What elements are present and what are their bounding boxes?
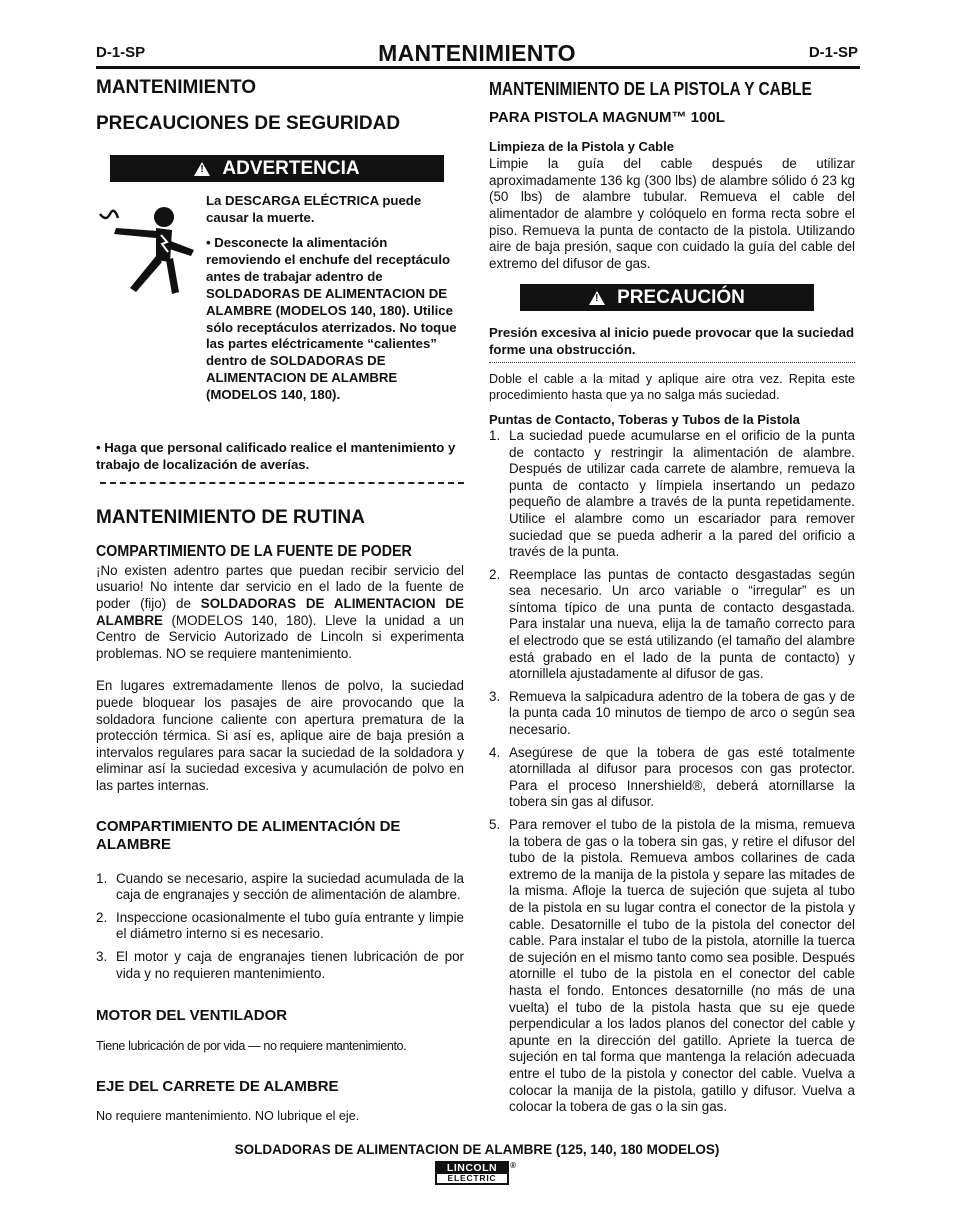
right-column (489, 78, 855, 1116)
warning-triangle-icon: ! (589, 291, 605, 305)
dashed-divider (100, 482, 464, 484)
heading-feed-compartment: COMPARTIMIENTO DE ALIMENTACIÓN DE ALAMBRE (96, 817, 401, 853)
dotted-divider (489, 362, 855, 363)
list-item: 2. Inspeccione ocasionalmente el tubo guía entrante y limpie el diámetro interno si es necesario. (96, 909, 464, 942)
electric-shock-icon (96, 200, 196, 300)
shock-warning-block (96, 192, 464, 440)
list-item: 3. El motor y caja de engranajes tienen lubricación de por vida y no requieren mantenimiento. (96, 948, 464, 981)
heading-magnum: PARA PISTOLA MAGNUM™ 100L (489, 109, 725, 126)
power-paragraph-2: En lugares extremadamente llenos de polvo, la suciedad puede bloquear los pasajes de aire provocando que la soldadora funcione caliente con apertura prematura de la protección térmica. Si así es, aplique aire de baja presión a intervalos regulares para sacar la suciedad de la soldadora y eliminar así la suciedad excesiva y acumulación de polvo en las partes internas. (96, 678, 464, 793)
tips-title: Puntas de Contacto, Toberas y Tubos de la Pistola (489, 411, 800, 427)
page-code-right: D-1-SP (808, 44, 858, 61)
repeat-text: Doble el cable a la mitad y aplique aire otra vez. Repita este procedimiento hasta que ya no salga más suciedad. (489, 372, 855, 403)
lincoln-electric-logo: LINCOLN ELECTRIC ® (435, 1161, 509, 1185)
list-item: 2. Reemplace las puntas de contacto desgastadas según sea necesario. Un arco variable o “irregular” es un síntoma típico de una punta de contacto desgastada. Para instalar una nueva, elija la de tamaño correcto para el electrodo que se está utilizando (el tamaño del alambre está grabado en el lado de la punta de contacto) y atornillela ajustadamente al difusor de gas. (489, 566, 855, 682)
shock-title: La DESCARGA ELÉCTRICA puede causar la muerte. (206, 193, 422, 225)
heading-routine: MANTENIMIENTO DE RUTINA (96, 506, 365, 528)
cleaning-text: Limpie la guía del cable después de utilizar aproximadamente 136 kg (300 lbs) de alambre sólido ó 23 kg (50 lbs) de alambre tubular. Remueva el cable del alimentador de alambre y colóquelo en forma recta sobre el piso. Remueva la punta de contacto de la pistola. Utilizando aire de baja presión, saque con cuidado la guía del cable del extremo del difusor de gas. (489, 156, 855, 271)
caution-banner: ! PRECAUCIÓN (520, 284, 814, 311)
heading-maintenance: MANTENIMIENTO (96, 77, 257, 98)
warning-triangle-icon: ! (194, 162, 210, 176)
heading-gun-cable: MANTENIMIENTO DE LA PISTOLA Y CABLE (489, 79, 812, 99)
list-item: 3. Remueva la salpicadura adentro de la tobera de gas y de la punta cada 10 minutos de tiempo de arco o según sea necesario. (489, 688, 855, 738)
caution-text: Presión excesiva al inicio puede provocar que la suciedad forme una obstrucción. (489, 325, 855, 357)
feed-list (96, 871, 464, 983)
spool-text: No requiere mantenimiento. NO lubrique el eje. (96, 1109, 360, 1124)
heading-safety: PRECAUCIONES DE SEGURIDAD (96, 113, 401, 134)
tips-list (489, 428, 855, 1116)
heading-fan-motor: MOTOR DEL VENTILADOR (96, 1007, 288, 1025)
heading-spool-shaft: EJE DEL CARRETE DE ALAMBRE (96, 1078, 339, 1096)
warning-banner: ! ADVERTENCIA (110, 155, 444, 182)
header-rule (96, 66, 860, 69)
list-item: 1. La suciedad puede acumularse en el orificio de la punta de contacto y restringir la alimentación de alambre. Después de utilizar cada carrete de alambre, remueva la punta de contacto y límpiela insertando un pedazo pequeño de alambre a través de la punta repetidamente. Utilice el alambre como un escariador para remover suciedad que se pueda adherir a la pared del orificio a través de la punta. (489, 427, 855, 560)
left-column (96, 76, 464, 1125)
footer-text: SOLDADORAS DE ALIMENTACION DE ALAMBRE (125, 140, 180 MODELOS) (234, 1142, 720, 1157)
list-item: 5. Para remover el tubo de la pistola de la misma, remueva la tobera de gas o la tobera sin gas, y retire el difusor del tubo de la pistola. Remueva ambos collarines de cada extremo de la manija de la pistola y separe las mitades de la misma. Afloje la tuerca de sujeción que sujeta al tubo de la pistola en su lugar contra el conector de la pistola y cable. Desatornille el tubo de la pistola del conector del cable. Para instalar el tubo de la pistola, atornille la tuerca de sujeción en el mismo tanto como sea posible. Después atornille el tubo de la pistola en el conector del cable hasta el fondo. Entonces desatornille (no más de una vuelta) el tubo de la pistola hasta que su eje quede perpendicular a los lados planos del conector del cable y apunte en la dirección del gatillo. Apriete la tuerca de sujeción en tal forma que mantenga la relación adecuada entre el tubo de la pistola y conector del cable. Vuelva a colocar la manija de la pistola, gatillo y difusor. Vuelva a colocar la tobera de gas o la sin gas. (489, 817, 855, 1115)
cleaning-title: Limpieza de la Pistola y Cable (489, 139, 674, 154)
qualified-bullet: • Haga que personal calificado realice el mantenimiento y trabajo de localización de averías. (96, 440, 456, 472)
fan-text: Tiene lubricación de por vida — no requiere mantenimiento. (96, 1039, 407, 1054)
heading-power-compartment: COMPARTIMIENTO DE LA FUENTE DE PODER (96, 542, 412, 560)
page-code-left: D-1-SP (96, 44, 146, 61)
list-item: 1. Cuando se necesario, aspire la suciedad acumulada de la caja de engranajes y sección de alimentación de alambre. (96, 870, 464, 903)
page-title: MANTENIMIENTO (378, 40, 576, 66)
shock-bullet: • Desconecte la alimentación removiendo el enchufe del receptáculo antes de trabajar adentro de SOLDADORAS DE ALIMENTACION DE ALAMBRE (MODELOS 140, 180). Utilice sólo receptáculos aterrizados. No toque las partes eléctricamente “calientes” dentro de SOLDADORAS DE ALIMENTACION DE ALAMBRE (MODELOS 140, 180). (206, 235, 457, 403)
list-item: 4. Asegúrese de que la tobera de gas esté totalmente atornillada al difusor para procesos con gas protector. Para el proceso Innershield®, deberá atornillarse la tobera sin gas al difusor. (489, 744, 855, 810)
power-paragraph-1: ¡No existen adentro partes que puedan recibir servicio del usuario! No intente dar servicio en el lado de la fuente de poder (fijo) de SOLDADORAS DE ALIMENTACION DE ALAMBRE (MODELOS 140, 180). Lleve la unidad a un Centro de Servicio Autorizado de Lincoln si experimenta problemas. NO se requiere mantenimiento. (96, 562, 464, 661)
